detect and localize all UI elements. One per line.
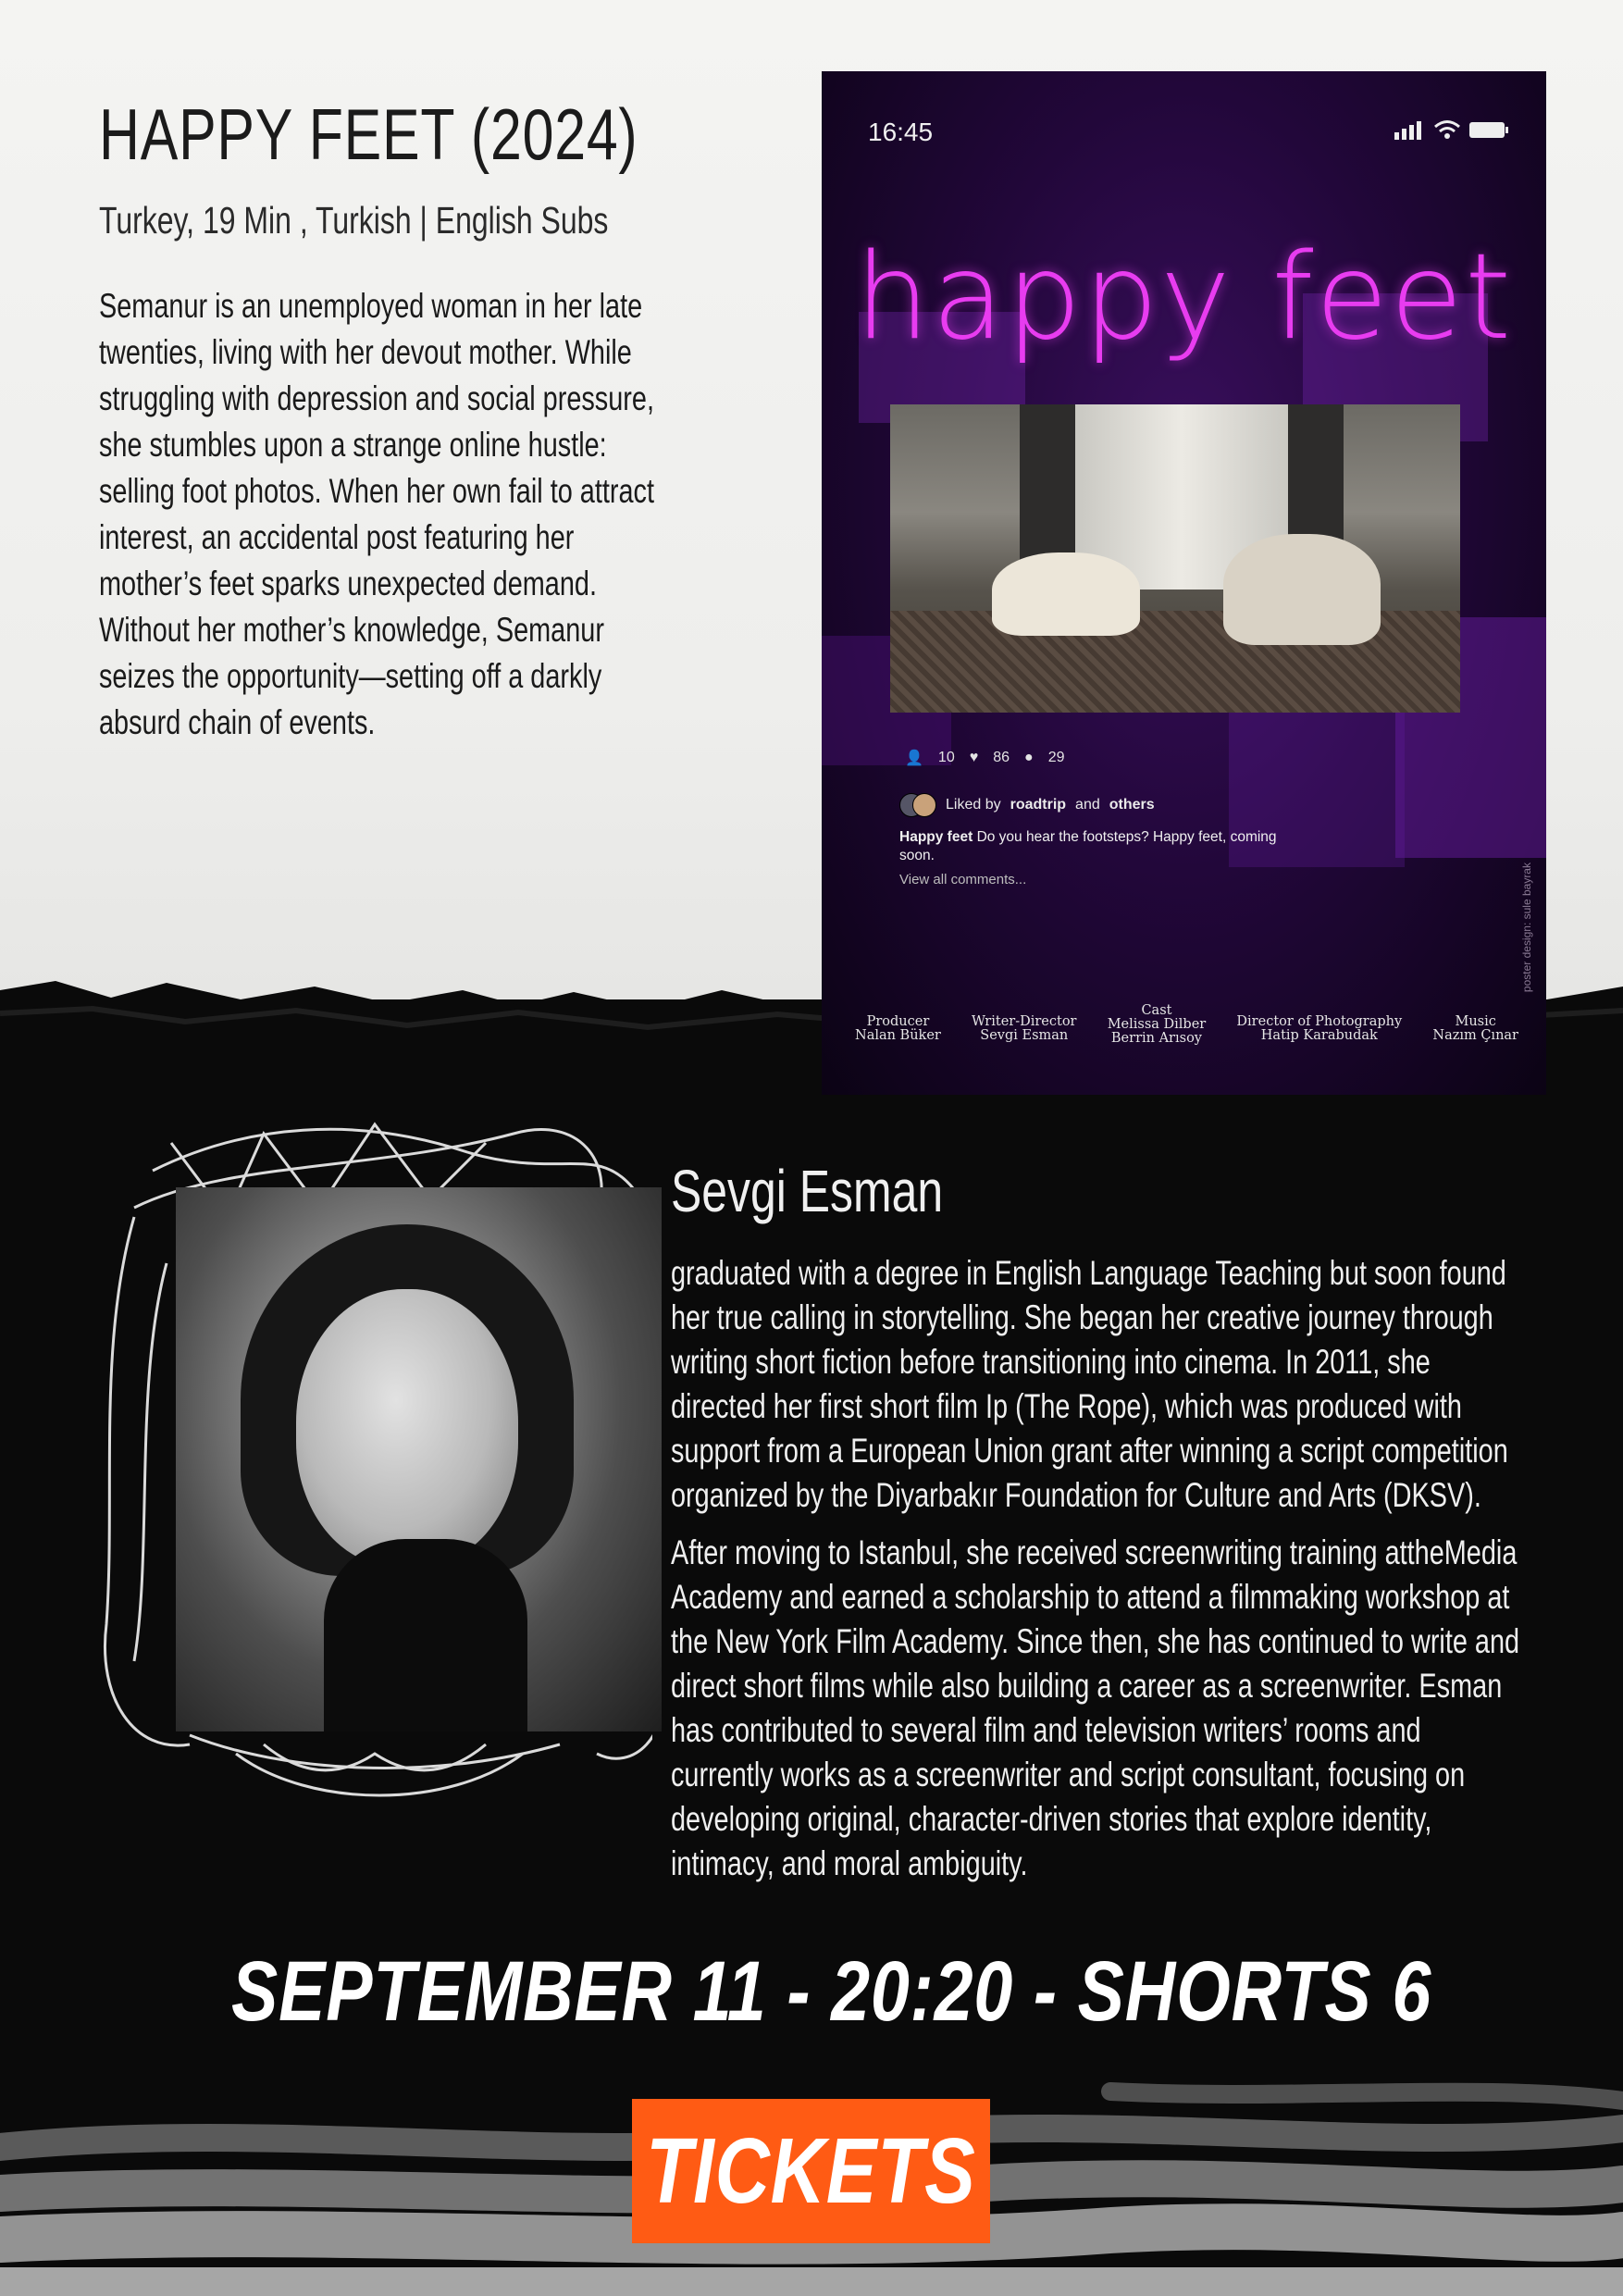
screening-info: SEPTEMBER 11 - 20:20 - SHORTS 6 bbox=[231, 1944, 1432, 2039]
film-synopsis: Semanur is an unemployed woman in her late twenties, living with her devout mother. While struggling with depression and social pressure, she stumbles upon a strange online hustle: selling foot photos. When her own fail to attract interest, an accidental post featuring her mother’s feet sparks unexpected demand. Without her mother’s knowledge, Semanur seizes the opportunity—setting off a darkly absurd chain of events. bbox=[99, 287, 654, 741]
poster-still-image bbox=[890, 404, 1460, 713]
poster-design-credit: poster design: sule bayrak bbox=[1520, 863, 1533, 993]
film-title: HAPPY FEET (2024) bbox=[99, 93, 638, 175]
director-bio bbox=[671, 1251, 1530, 1899]
battery-icon bbox=[1468, 119, 1509, 140]
wifi-icon bbox=[1433, 119, 1461, 140]
director-portrait-frame bbox=[79, 1106, 652, 1865]
poster-liked-by bbox=[899, 793, 1155, 817]
view-all-comments: View all comments... bbox=[899, 872, 1027, 887]
credit-cast: Cast Melissa Dilber Berrin Arısoy bbox=[1107, 1003, 1207, 1046]
poster-status-icons bbox=[1394, 119, 1509, 140]
film-meta: Turkey, 19 Min , Turkish | English Subs bbox=[99, 199, 609, 242]
credit-writer-director: Writer-Director Sevgi Esman bbox=[972, 1014, 1077, 1043]
film-poster bbox=[822, 71, 1546, 1095]
credit-producer: Producer Nalan Büker bbox=[855, 1014, 941, 1043]
kneeling-figure bbox=[1223, 534, 1381, 645]
portrait-turtleneck bbox=[324, 1539, 527, 1731]
director-portrait-photo bbox=[176, 1187, 662, 1731]
bio-paragraph-2: After moving to Istanbul, she received screenwriting training attheMedia Academy and earned a scholarship to attend a filmmaking workshop at the New York Film Academy. Since then, she has continued to write and direct short films while also building a career as a screenwriter. Esman has contributed to several film and television writers’ rooms and currently works as a screenwriter and script consultant, focusing on developing original, character-driven stories that explore identity, intimacy, and moral ambiguity. bbox=[671, 1533, 1520, 1882]
liked-and: and bbox=[1075, 797, 1100, 813]
comments-count: 29 bbox=[1047, 750, 1065, 765]
liked-prefix: Liked by bbox=[946, 797, 1001, 813]
credit-dop: Director of Photography Hatip Karabudak bbox=[1236, 1014, 1403, 1043]
poster-status-time: 16:45 bbox=[868, 118, 934, 146]
kneeling-figure bbox=[992, 552, 1140, 636]
caption-user: Happy feet bbox=[899, 829, 973, 845]
tickets-button[interactable] bbox=[632, 2099, 990, 2243]
followers-count: 10 bbox=[937, 750, 955, 765]
signal-icon bbox=[1394, 119, 1426, 140]
caption-text: Do you hear the footsteps? Happy feet, coming soon. bbox=[899, 829, 1277, 863]
bio-paragraph-1: graduated with a degree in English Language Teaching but soon found her true calling in storytelling. She began her creative journey through writing short fiction before transitioning into cinema. In 2011, she directed her first short film Ip (The Rope), which was produced with support from a European Union grant after winning a script competition organized by the Diyarbakır Foundation for Culture and Arts (DKSV). bbox=[671, 1254, 1508, 1514]
poster-credits bbox=[855, 1003, 1518, 1046]
liked-others: others bbox=[1109, 797, 1155, 813]
poster-title: happy feet bbox=[854, 229, 1514, 366]
portrait-face bbox=[296, 1289, 518, 1567]
poster-caption bbox=[899, 828, 1288, 865]
poster-stats bbox=[905, 749, 1064, 767]
comment-icon: ● bbox=[1024, 750, 1034, 765]
credit-music: Music Nazım Çınar bbox=[1432, 1014, 1518, 1043]
tickets-label: TICKETS bbox=[646, 2118, 976, 2223]
followers-icon: 👤 bbox=[905, 751, 923, 766]
avatar bbox=[912, 793, 936, 817]
likes-count: 86 bbox=[993, 750, 1010, 765]
liked-user: roadtrip bbox=[1010, 797, 1067, 813]
heart-icon: ♥ bbox=[969, 750, 979, 765]
director-name: Sevgi Esman bbox=[671, 1158, 944, 1224]
avatar-group bbox=[899, 793, 936, 817]
